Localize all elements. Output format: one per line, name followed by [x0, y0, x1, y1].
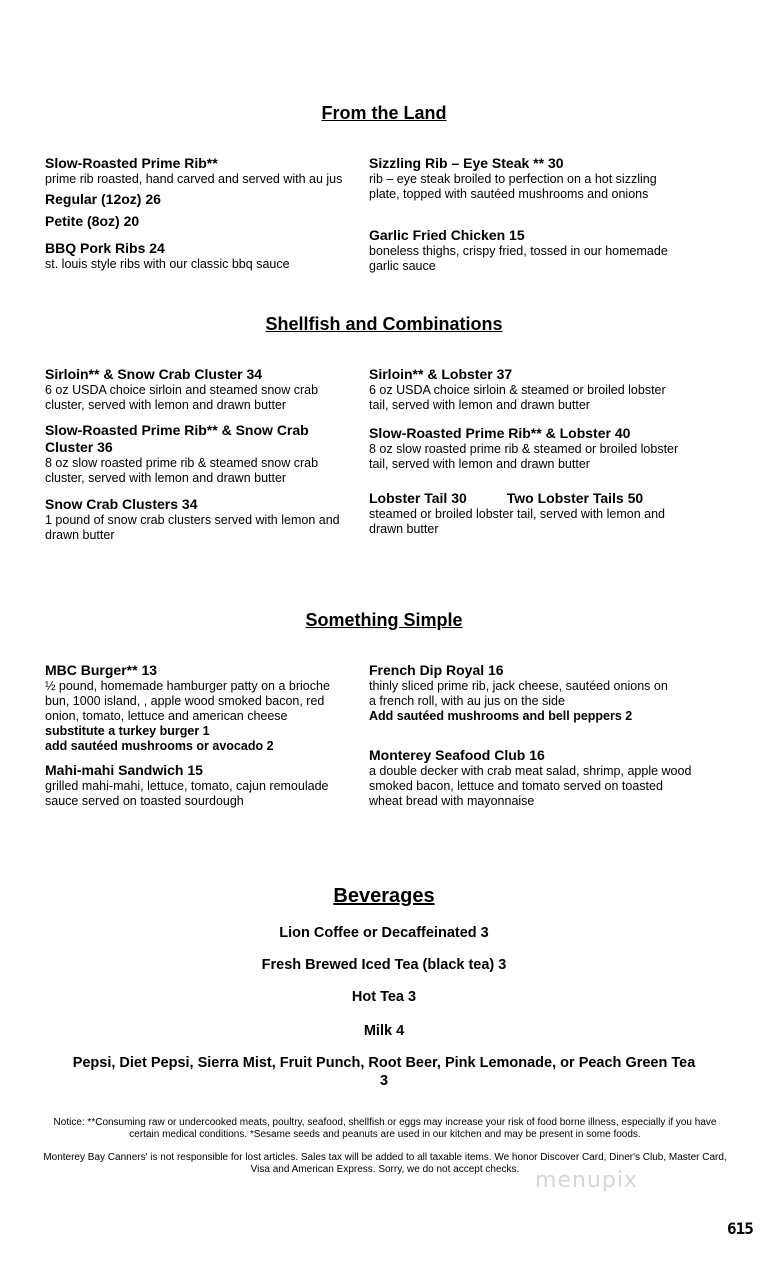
- item-name: French Dip Royal 16: [369, 662, 504, 678]
- item-desc: 8 oz slow roasted prime rib & steamed or broiled lobster tail, served with lemon and drawn butter: [369, 442, 679, 471]
- menu-item-seafood-club: [369, 747, 699, 809]
- item-desc: thinly sliced prime rib, jack cheese, sautéed onions on a french roll, with au jus on the side: [369, 679, 668, 708]
- item-desc: grilled mahi-mahi, lettuce, tomato, cajun remoulade sauce served on toasted sourdough: [45, 779, 329, 808]
- item-desc: 1 pound of snow crab clusters served with lemon and drawn butter: [45, 513, 340, 542]
- page-code: 615: [727, 1219, 753, 1238]
- item-name: Sizzling Rib – Eye Steak ** 30: [369, 155, 564, 171]
- menu-item-prime-rib-lobster: [369, 425, 679, 472]
- notice-policies: Monterey Bay Canners' is not responsible for lost articles. Sales tax will be added to all taxable items. We honor Discover Card, Diner's Club, Master Card, Visa and American Express. Sorry, we do not accept checks.: [43, 1152, 727, 1175]
- prime-rib-regular: Regular (12oz) 26: [45, 191, 161, 207]
- beverage-coffee: Lion Coffee or Decaffeinated 3: [279, 925, 489, 941]
- item-name: BBQ Pork Ribs 24: [45, 240, 165, 256]
- section-title-shellfish: Shellfish and Combinations: [265, 314, 503, 334]
- item-desc: st. louis style ribs with our classic bbq sauce: [45, 257, 290, 271]
- beverage-hot-tea: Hot Tea 3: [351, 989, 417, 1005]
- menu-item-ribeye: [369, 155, 679, 202]
- item-name: Sirloin** & Snow Crab Cluster 34: [45, 366, 263, 382]
- item-extra-mushrooms: add sautéed mushrooms or avocado 2: [45, 739, 274, 753]
- menu-item-prime-rib: [45, 155, 355, 187]
- prime-rib-petite: Petite (8oz) 20: [45, 213, 140, 229]
- item-desc: ½ pound, homemade hamburger patty on a brioche bun, 1000 island, , apple wood smoked bacon, red onion, tomato, lettuce and american cheese: [45, 679, 330, 723]
- section-title-from-the-land: From the Land: [321, 103, 447, 123]
- menu-item-garlic-fried-chicken: [369, 227, 679, 274]
- beverage-sodas-price: 3: [379, 1073, 389, 1089]
- menu-item-french-dip: [369, 662, 669, 724]
- item-name: MBC Burger** 13: [45, 662, 158, 678]
- item-desc: prime rib roasted, hand carved and served with au jus: [45, 172, 343, 186]
- item-name: Slow-Roasted Prime Rib** & Lobster 40: [369, 425, 631, 441]
- two-lobster-tails-name: Two Lobster Tails 50: [506, 490, 644, 506]
- item-desc: 8 oz slow roasted prime rib & steamed snow crab cluster, served with lemon and drawn butter: [45, 456, 319, 485]
- menu-item-snow-crab-clusters: [45, 496, 355, 543]
- item-name: Garlic Fried Chicken 15: [369, 227, 525, 243]
- section-title-beverages: Beverages: [333, 885, 435, 907]
- menu-item-mbc-burger: [45, 662, 340, 754]
- item-name: Mahi-mahi Sandwich 15: [45, 762, 203, 778]
- lobster-tail-name: Lobster Tail 30: [369, 490, 467, 506]
- menupix-watermark: menupix: [535, 1168, 638, 1193]
- item-name: Snow Crab Clusters 34: [45, 496, 198, 512]
- menu-item-bbq-pork-ribs: [45, 240, 355, 272]
- item-desc: 6 oz USDA choice sirloin & steamed or broiled lobster tail, served with lemon and drawn butter: [369, 383, 666, 412]
- notice-health: Notice: **Consuming raw or undercooked meats, poultry, seafood, shellfish or eggs may increase your risk of food borne illness, especially if you have certain medical conditions. *Sesame seeds and peanuts are used in our kitchen and may be present in some foods.: [53, 1117, 717, 1140]
- item-name: Sirloin** & Lobster 37: [369, 366, 513, 382]
- beverage-sodas: Pepsi, Diet Pepsi, Sierra Mist, Fruit Punch, Root Beer, Pink Lemonade, or Peach Green Tea: [72, 1055, 696, 1071]
- menu-item-mahi-mahi: [45, 762, 355, 809]
- item-desc: rib – eye steak broiled to perfection on a hot sizzling plate, topped with sautéed mushrooms and onions: [369, 172, 657, 201]
- item-desc: boneless thighs, crispy fried, tossed in our homemade garlic sauce: [369, 244, 668, 273]
- menu-item-sirloin-lobster: [369, 366, 679, 413]
- beverage-milk: Milk 4: [363, 1023, 405, 1039]
- item-name: Slow-Roasted Prime Rib** & Snow Crab Cluster 36: [45, 422, 309, 455]
- item-desc: a double decker with crab meat salad, shrimp, apple wood smoked bacon, lettuce and tomato served on toasted wheat bread with mayonnaise: [369, 764, 692, 808]
- menu-item-prime-rib-snow-crab: [45, 422, 325, 486]
- item-name: Monterey Seafood Club 16: [369, 747, 545, 763]
- menu-item-sirloin-snow-crab: [45, 366, 355, 413]
- item-extra-turkey: substitute a turkey burger 1: [45, 724, 210, 738]
- item-desc: 6 oz USDA choice sirloin and steamed snow crab cluster, served with lemon and drawn butter: [45, 383, 319, 412]
- item-name-row: [369, 490, 689, 507]
- item-name: Slow-Roasted Prime Rib**: [45, 155, 218, 171]
- menu-item-lobster-tail: [369, 490, 689, 537]
- section-title-something-simple: Something Simple: [305, 610, 463, 630]
- item-desc: steamed or broiled lobster tail, served with lemon and drawn butter: [369, 507, 665, 536]
- beverage-iced-tea: Fresh Brewed Iced Tea (black tea) 3: [261, 957, 507, 973]
- item-extra: Add sautéed mushrooms and bell peppers 2: [369, 709, 633, 723]
